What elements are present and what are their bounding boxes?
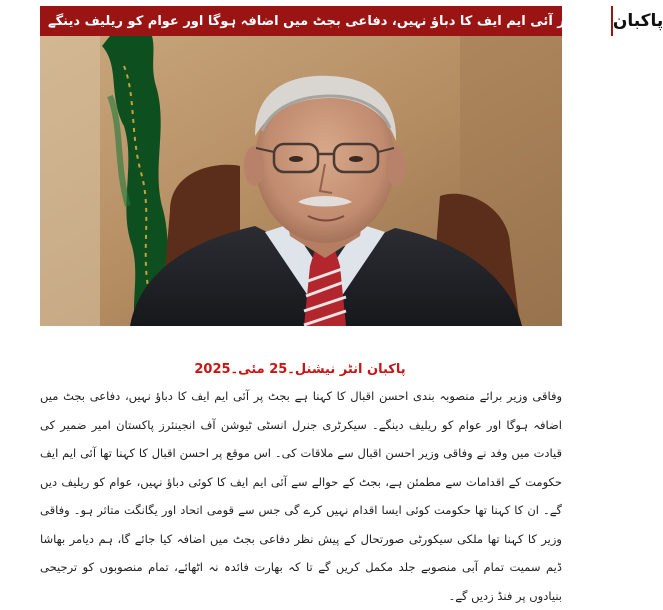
- news-photo: [40, 36, 562, 326]
- headline-text: بجٹ پر آئی ایم ایف کا دباؤ نہیں، دفاعی بجٹ میں اضافہ ہوگا اور عوام کو ریلیف دینگے: [48, 13, 603, 29]
- brand-label: پاکبان: [611, 6, 663, 36]
- headline-bar: [40, 6, 663, 36]
- dateline: پاکبان انٹر نیشنل۔25 مئی۔2025: [194, 362, 406, 377]
- article-body: وفاقی وزیر برائے منصوبہ بندی احسن اقبال کا کہنا ہے بجٹ پر آئی ایم ایف کا دباؤ نہیں، دفاعی بجٹ میں اضافہ ہوگا اور عوام کو ریلیف دینگے۔ سیکرٹری جنرل انسٹی ٹیوشن آف انجینئرز پاکستان امیر ضمیر کی قیادت میں وفد نے وفاقی وزیر احسن اقبال سے ملاقات کی۔ اس موقع پر احسن اقبال کا کہنا تھا آئی ایم ایف حکومت کے اقدامات سے مطمئن ہے، بجٹ کے حوالے سے آئی ایم ایف کا کوئی دباؤ نہیں، عوام کو ریلیف دیں گے۔ ان کا کہنا تھا حکومت کوئی ایسا اقدام نہیں کرے گی جس سے قومی اتحاد اور یگانگت متاثر ہو۔ وفاقی وزیر کا کہنا تھا ملکی سیکورٹی صورتحال کے پیش نظر دفاعی بجٹ میں اضافہ کیا جائے گا، ہم دیامر بھاشا ڈیم سمیت تمام آبی منصوبے جلد مکمل کریں گے تا کہ بھارت فائدہ نہ اٹھائے، تمام منصوبوں کو ترجیحی بنیادوں پر فنڈ زدیں گے۔: [40, 389, 562, 603]
- portrait-illustration: [40, 36, 562, 326]
